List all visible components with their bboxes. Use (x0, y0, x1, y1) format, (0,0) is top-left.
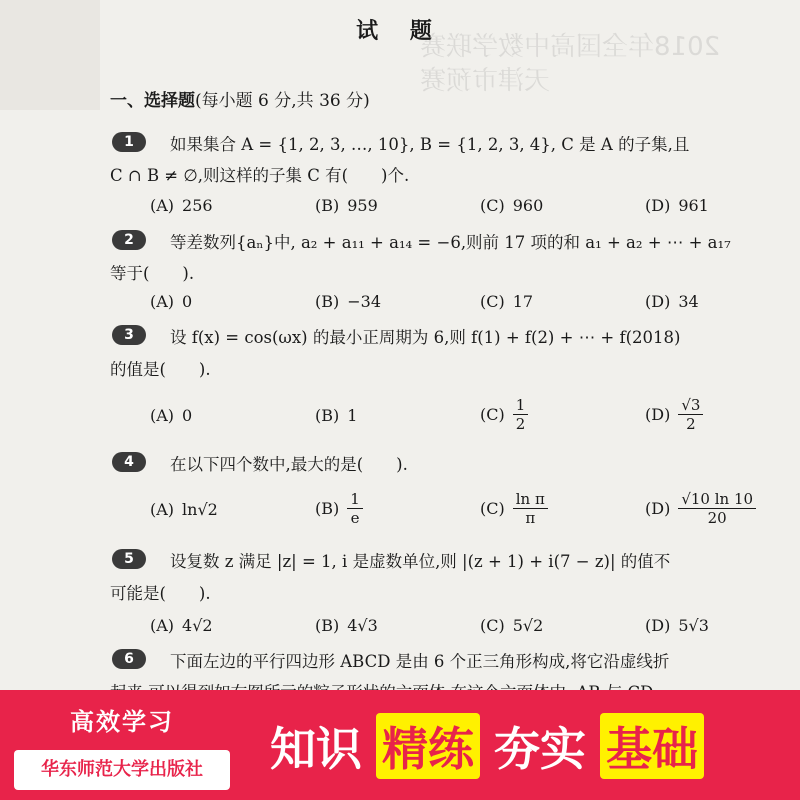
fraction: $\frac{√3}{2}$ (678, 396, 703, 433)
option-a[interactable]: (A) ln√2 (150, 500, 218, 519)
option-d[interactable]: (D) 961 (645, 196, 709, 215)
publisher-name: 华东师范大学出版社 (14, 750, 230, 790)
option-a[interactable]: (A) 4√2 (150, 616, 213, 635)
option-a[interactable]: (A) 256 (150, 196, 213, 215)
option-a[interactable]: (A) 0 (150, 292, 193, 311)
option-c[interactable]: (C) 17 (480, 292, 534, 311)
question-text: 等于( ). (110, 264, 195, 283)
question-text: 设 f(x) = cos(ωx) 的最小正周期为 6,则 f(1) + f(2) + ⋯ + f(2018) (170, 328, 681, 347)
slogan-word: 知识 (270, 722, 362, 776)
page-title: 试 题 (356, 19, 444, 44)
section-heading: 一、选择题(每小题 6 分,共 36 分) (110, 91, 370, 111)
question-text: 在以下四个数中,最大的是( ). (170, 455, 408, 474)
question-text: 的值是( ). (110, 360, 211, 379)
slogan-word: 夯实 (494, 722, 586, 776)
option-c[interactable]: (C) 5√2 (480, 616, 544, 635)
option-c[interactable]: (C) 960 (480, 196, 544, 215)
publisher-brand (14, 700, 230, 790)
question-number-badge: 3 (112, 325, 146, 345)
option-b[interactable]: (B) $\frac{1}{e}$ (315, 490, 363, 527)
brand-tagline: 高效学习 (70, 708, 174, 736)
option-d[interactable]: (D) 34 (645, 292, 699, 311)
question-text: 设复数 z 满足 |z| = 1, i 是虚数单位,则 |(z + 1) + i(7 − z)| 的值不 (170, 552, 671, 571)
slogan-word-highlight: 精练 (376, 713, 480, 779)
question-number-badge: 1 (112, 132, 146, 152)
question-text: 下面左边的平行四边形 ABCD 是由 6 个正三角形构成,将它沿虚线折 (170, 652, 670, 671)
option-c[interactable]: (C) $\frac{\text{ln π}}{\pi}$ (480, 490, 548, 527)
option-a[interactable]: (A) 0 (150, 406, 193, 425)
option-c[interactable]: (C) $\frac{1}{2}$ (480, 396, 528, 433)
question-text: 等差数列{aₙ}中, a₂ + a₁₁ + a₁₄ = −6,则前 17 项的和 a₁ + a₂ + ⋯ + a₁₇ (170, 233, 731, 252)
question-number-badge: 4 (112, 452, 146, 472)
fraction: $\frac{1}{e}$ (347, 490, 363, 527)
option-d[interactable]: (D) 5√3 (645, 616, 709, 635)
answer-options (150, 490, 790, 530)
option-b[interactable]: (B) 1 (315, 406, 358, 425)
slogan (270, 708, 704, 784)
answer-options (150, 396, 790, 436)
option-b[interactable]: (B) 4√3 (315, 616, 378, 635)
question-number-badge: 5 (112, 549, 146, 569)
question-text: C ∩ B ≠ ∅,则这样的子集 C 有( )个. (110, 166, 410, 185)
option-d[interactable]: (D) $\frac{√10 \ln 10}{20}$ (645, 490, 756, 527)
option-b[interactable]: (B) −34 (315, 292, 382, 311)
option-b[interactable]: (B) 959 (315, 196, 378, 215)
question-text: 可能是( ). (110, 584, 211, 603)
bleed-through-text: 2018年全国高中数学联赛 天津市预赛 (420, 32, 721, 96)
fraction: $\frac{√10 \ln 10}{20}$ (678, 490, 756, 527)
question-number-badge: 2 (112, 230, 146, 250)
question-text: 如果集合 A = {1, 2, 3, …, 10}, B = {1, 2, 3, 4}, C 是 A 的子集,且 (170, 135, 690, 154)
option-d[interactable]: (D) $\frac{√3}{2}$ (645, 396, 703, 433)
fraction: $\frac{\text{ln π}}{\pi}$ (513, 490, 548, 527)
slogan-word-highlight: 基础 (600, 713, 704, 779)
promo-banner (0, 690, 800, 800)
question-number-badge: 6 (112, 649, 146, 669)
fraction: $\frac{1}{2}$ (513, 396, 529, 433)
